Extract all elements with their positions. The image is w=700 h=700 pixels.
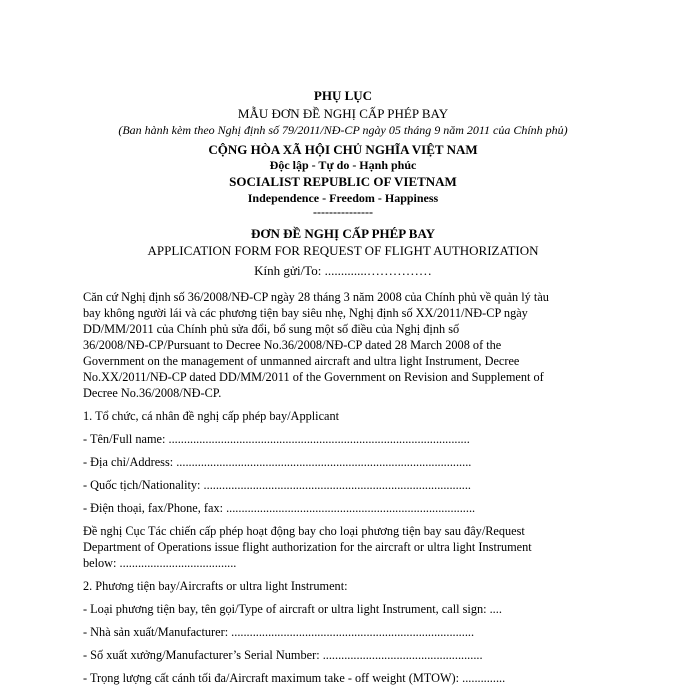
motto-vi: Độc lập - Tự do - Hạnh phúc — [269, 158, 417, 172]
addressee-line: Kính gửi/To: .............…………… — [254, 263, 432, 278]
country-name-vi: CỘNG HÒA XÃ HỘI CHỦ NGHĨA VIỆT NAM — [208, 142, 478, 157]
request-line: below: ...................................... — [83, 556, 237, 570]
preamble-line: bay không người lái và các phương tiện bay siêu nhẹ, Nghị định số XX/2011/NĐ-CP ngày — [83, 306, 528, 320]
form-template-title: MẪU ĐƠN ĐỀ NGHỊ CẤP PHÉP BAY — [237, 106, 449, 121]
applicant-nationality-field: - Quốc tịch/Nationality: ....................................................................................... — [83, 478, 472, 492]
separator-line: --------------- — [313, 205, 373, 219]
preamble-line: Decree No.36/2008/NĐ-CP. — [83, 386, 222, 400]
form-title-vi: ĐƠN ĐỀ NGHỊ CẤP PHÉP BAY — [250, 226, 436, 241]
motto-en: Independence - Freedom - Happiness — [247, 191, 439, 205]
request-paragraph — [83, 523, 603, 571]
aircraft-type-field: - Loại phương tiện bay, tên gọi/Type of aircraft or ultra light Instrument, call sign: .... — [83, 602, 502, 616]
manufacturer-field: - Nhà sản xuất/Manufacturer: ............................................................................... — [83, 625, 475, 639]
preamble-line: 36/2008/NĐ-CP/Pursuant to Decree No.36/2008/NĐ-CP dated 28 March 2008 of the — [83, 338, 502, 352]
document-page — [83, 88, 603, 686]
section-2-heading: 2. Phương tiện bay/Aircrafts or ultra light Instrument: — [83, 579, 348, 593]
applicant-name-field: - Tên/Full name: .................................................................................................. — [83, 432, 470, 446]
request-line: Đề nghị Cục Tác chiến cấp phép hoạt động bay cho loại phương tiện bay sau đây/Request — [83, 524, 525, 538]
applicant-phone-fax-field: - Điện thoại, fax/Phone, fax: ................................................................................. — [83, 501, 476, 515]
section-1-heading: 1. Tổ chức, cá nhân đề nghị cấp phép bay/Applicant — [83, 409, 340, 423]
preamble-line: Căn cứ Nghị định số 36/2008/NĐ-CP ngày 28 tháng 3 năm 2008 của Chính phủ về quản lý tàu — [83, 290, 549, 304]
country-name-en: SOCIALIST REPUBLIC OF VIETNAM — [229, 174, 457, 189]
mtow-field: - Trọng lượng cất cánh tối đa/Aircraft maximum take - off weight (MTOW): .............. — [83, 671, 506, 685]
applicant-address-field: - Địa chỉ/Address: ................................................................................................ — [83, 455, 472, 469]
request-line: Department of Operations issue flight authorization for the aircraft or ultra light Instrument — [83, 540, 532, 554]
preamble-line: No.XX/2011/NĐ-CP dated DD/MM/2011 of the Government on Revision and Supplement of — [83, 370, 544, 384]
preamble-line: DD/MM/2011 của Chính phủ sửa đổi, bổ sung một số điều của Nghị định số — [83, 322, 460, 336]
issuance-note: (Ban hành kèm theo Nghị định số 79/2011/NĐ-CP ngày 05 tháng 9 năm 2011 của Chính phủ) — [118, 123, 568, 137]
preamble-paragraph — [83, 289, 603, 401]
serial-number-field: - Số xuất xưởng/Manufacturer’s Serial Number: .................................................... — [83, 648, 483, 662]
form-title-en: APPLICATION FORM FOR REQUEST OF FLIGHT AUTHORIZATION — [147, 243, 539, 258]
appendix-title: PHỤ LỤC — [313, 88, 373, 103]
preamble-line: Government on the management of unmanned aircraft and ultra light Instrument, Decree — [83, 354, 520, 368]
